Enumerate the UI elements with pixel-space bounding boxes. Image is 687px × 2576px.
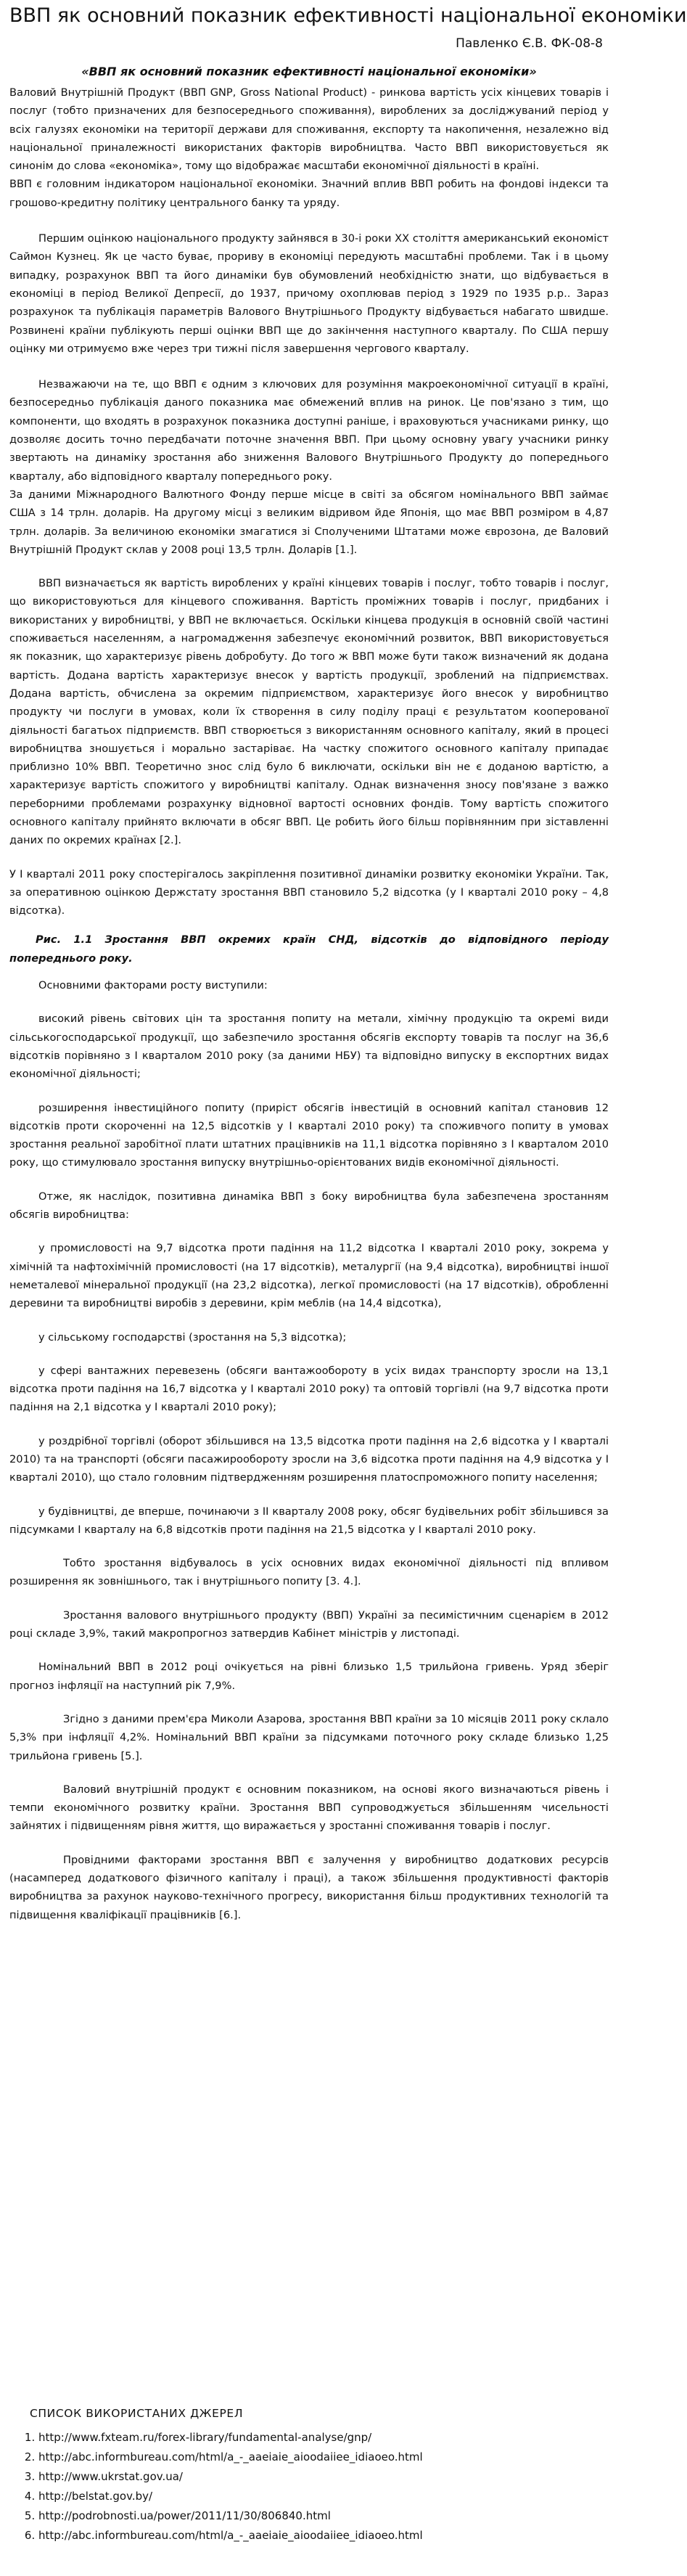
- references-list: [9, 2428, 609, 2546]
- figure-caption: Рис. 1.1 Зростання ВВП окремих країн СНД, відсотків до відповідного періоду попереднього року.: [9, 933, 609, 965]
- paragraph: Основними факторами росту виступили:: [38, 979, 268, 992]
- list-paragraph: у промисловості на 9,7 відсотка проти падіння на 11,2 відсотка I кварталі 2010 року, зокрема у хімічній та нафтохімічній промисловості (на 17 відсотків), металургії (на 9,4 відсотка), виробництві іншої неметалевої мінеральної продукції (на 23,2 відсотка), легкої промисловості (на 17 відсотків), обробленні деревини та виробництві виробів з деревини, крім меблів (на 14,4 відсотка),: [9, 1242, 609, 1310]
- reference-link[interactable]: 3. http://www.ukrstat.gov.ua/: [38, 2467, 609, 2487]
- paragraph: Першим оцінкою національного продукту зайнявся в 30-і роки XX століття американський економіст Саймон Кузнец. Як це часто буває, прориву в економіці передують масштабні проблеми. Так і в цьому випадку, розрахунок ВВП та його динаміки був обумовлений необхідністю знати, що відбувається в економіці в період Великої Депресії, до 1937, причому охоплював період з 1929 по 1935 р.р.. Зараз розрахунок та публікація параметрів Валового Внутрішнього Продукту відбувається набагато швидше. Розвинені країни публікують перші оцінки ВВП ще до закінчення наступного кварталу. По США першу оцінку ми отримуємо вже через три тижні після завершення чергового кварталу.: [9, 232, 609, 355]
- paragraph: Незважаючи на те, що ВВП є одним з ключових для розуміння макроекономічної ситуації в країні, безпосередньо публікація даного показника має обмежений вплив на ринок. Це пов'язано з тим, що компоненти, що входять в розрахунок показника доступні раніше, і враховуються учасниками ринку, що дозволяє досить точно передбачати поточне значення ВВП. При цьому основну увагу учасники ринку звертають на динаміку зростання або зниження Валового Внутрішнього Продукту до попереднього кварталу, або відповідного кварталу попереднього року.: [9, 378, 609, 483]
- paragraph: Валовий внутрішній продукт є основним показником, на основі якого визначаються рівень і темпи економічного розвитку країни. Зростання ВВП супроводжується збільшенням чисельності зайнятих і підвищенням рівня життя, що виражається у зростанні споживання товарів і послуг.: [9, 1783, 609, 1833]
- references-title: СПИСОК ВИКОРИСТАНИХ ДЖЕРЕЛ: [30, 2407, 244, 2420]
- document-title: ВВП як основний показник ефективності національної економіки: [9, 4, 687, 27]
- paragraph: У I кварталі 2011 року спостерігалось закріплення позитивної динаміки розвитку економіки України. Так, за оперативною оцінкою Держстату зростання ВВП становило 5,2 відсотка (у I кварталі 2010 року – 4,8 відсотка).: [9, 867, 609, 917]
- paragraph: За даними Міжнародного Валютного Фонду перше місце в світі за обсягом номінального ВВП займає США з 14 трлн. доларів. На другому місці з великим відривом йде Японія, що має ВВП розміром в 4,87 трлн. доларів. За величиною економіки змагатися зі Сполученими Штатами може єврозона, де Валовий Внутрішній Продукт склав у 2008 році 13,5 трлн. Доларів [1.].: [9, 488, 609, 556]
- reference-link[interactable]: 5. http://podrobnosti.ua/power/2011/11/30/806840.html: [38, 2506, 609, 2526]
- list-paragraph: у сфері вантажних перевезень (обсяги вантажообороту в усіх видах транспорту зросли на 13,1 відсотка проти падіння на 16,7 відсотка у I кварталі 2010 року) та оптовій торгівлі (на 9,7 відсотка проти падіння на 2,1 відсотка у I кварталі 2010 року);: [9, 1364, 609, 1414]
- list-paragraph: високий рівень світових цін та зростання попиту на метали, хімічну продукцію та окремі види сільськогосподарської продукції, що забезпечило зростання обсягів експорту товарів та послуг на 36,6 відсотків порівняно з I кварталом 2010 року (за даними НБУ) та відповідно випуску в експортних видах економічної діяльності;: [9, 1013, 609, 1081]
- list-paragraph: розширення інвестиційного попиту (приріст обсягів інвестицій в основний капітал становив 12 відсотків проти скороченні на 12,5 відсотків у I кварталі 2010 року) та споживчого попиту в умовах зростання реальної заробітної плати штатних працівників на 11,1 відсотка порівняно з I кварталом 2010 року, що стимулювало зростання випуску внутрішньо-орієнтованих видів економічної діяльності.: [9, 1101, 609, 1169]
- paragraph: Тобто зростання відбувалось в усіх основних видах економічної діяльності під впливом розширення як зовнішнього, так і внутрішнього попиту [3. 4.].: [9, 1557, 609, 1588]
- document-body: [9, 83, 609, 1924]
- author-line: Павленко Є.В. ФК-08-8: [456, 36, 603, 51]
- paragraph: Отже, як наслідок, позитивна динаміка ВВП з боку виробництва була забезпечена зростанням обсягів виробництва:: [9, 1190, 609, 1222]
- list-paragraph: у будівництві, де вперше, починаючи з II кварталу 2008 року, обсяг будівельних робіт збільшився за підсумками I кварталу на 6,8 відсотків проти падіння на 21,5 відсотка у I кварталі 2010 року.: [9, 1505, 609, 1536]
- references-section: [9, 2404, 609, 2546]
- reference-link[interactable]: 2. http://abc.informbureau.com/html/a_-_aaeiaie_aioodaiiee_idiaoeo.html: [38, 2448, 609, 2467]
- list-paragraph: у сільському господарстві (зростання на 5,3 відсотка);: [38, 1330, 347, 1344]
- reference-link[interactable]: 1. http://www.fxteam.ru/forex-library/fundamental-analyse/gnp/: [38, 2428, 609, 2448]
- paragraph: ВВП є головним індикатором національної економіки. Значний вплив ВВП робить на фондові індекси та грошово-кредитну політику центрального банку та уряду.: [9, 178, 609, 209]
- paragraph: ВВП визначається як вартість вироблених у країні кінцевих товарів і послуг, тобто товарів і послуг, що використовуються для кінцевого споживання. Вартість проміжних товарів і послуг, придбаних і використаних у виробництві, у ВВП не включається. Оскільки кінцева продукція в основній своїй частині споживається населенням, а нагромадження забезпечує економічний розвиток, ВВП використовується як показник, що характеризує рівень добробуту. До того ж ВВП може бути також визначений як додана вартість. Додана вартість характеризує внесок у вартість продукції, зроблений на підприємствах. Додана вартість, обчислена за окремим підприємством, характеризує його внесок у виробництво продукту чи послуги в умовах, коли їх створення в силу поділу праці є результатом кооперованої діяльності багатьох підприємств. ВВП створюється з використанням основного капіталу, який в процесі виробництва зношується і морально застаріває. На частку спожитого основного капіталу припадає приблизно 10% ВВП. Теоретично знос слід було б виключати, оскільки він не є доданою вартістю, а характеризує вартість спожитого у виробництві капіталу. Однак визначення зносу пов'язане з важко переборними проблемами розрахунку відновної вартості основних фондів. Тому вартість спожитого основного капіталу прийнято включати в обсяг ВВП. Це робить його більш порівнянним при зіставленні даних по окремих країнах [2.].: [9, 577, 609, 847]
- reference-link[interactable]: 6. http://abc.informbureau.com/html/a_-_aaeiaie_aioodaiiee_idiaoeo.html: [38, 2526, 609, 2546]
- list-paragraph: у роздрібної торгівлі (оборот збільшився на 13,5 відсотка проти падіння на 2,6 відсотка у I кварталі 2010) та на транспорті (обсяги пасажирообороту зросли на 3,6 відсотка проти падіння на 4,9 відсотка у I кварталі 2010), що стало головним підтвердженням розширення платоспроможного попиту населення;: [9, 1434, 609, 1484]
- paragraph: Валовий Внутрішній Продукт (ВВП GNP, Gross National Product) - ринкова вартість усіх кінцевих товарів і послуг (тобто призначених для безпосереднього споживання), вироблених за досліджуваний період у всіх галузях економіки на території держави для споживання, експорту та накопичення, незалежно від національної приналежності використаних факторів виробництва. Часто ВВП використовується як синонім до слова «економіка», тому що відображає масштаби економічної діяльності в країні.: [9, 86, 609, 173]
- essay-heading: «ВВП як основний показник ефективності національної економіки»: [81, 65, 537, 78]
- paragraph: Зростання валового внутрішнього продукту (ВВП) Україні за песимістичним сценарієм в 2012 році складе 3,9%, такий макропрогноз затвердив Кабінет міністрів у листопаді.: [9, 1608, 609, 1640]
- paragraph: Провідними факторами зростання ВВП є залучення у виробництво додаткових ресурсів (насамперед додаткового фізичного капіталу і праці), а також збільшення продуктивності факторів виробництва за рахунок науково-технічного прогресу, використання більш продуктивних технологій та підвищення кваліфікації працівників [6.].: [9, 1853, 609, 1921]
- paragraph: Згідно з даними прем'єра Миколи Азарова, зростання ВВП країни за 10 місяців 2011 року склало 5,3% при інфляції 4,2%. Номінальний ВВП країни за підсумками поточного року складе близько 1,25 трильйона гривень [5.].: [9, 1712, 609, 1762]
- reference-link[interactable]: 4. http://belstat.gov.by/: [38, 2487, 609, 2506]
- paragraph: Номінальний ВВП в 2012 році очікується на рівні близько 1,5 трильйона гривень. Уряд зберіг прогноз інфляції на наступний рік 7,9%.: [9, 1661, 609, 1692]
